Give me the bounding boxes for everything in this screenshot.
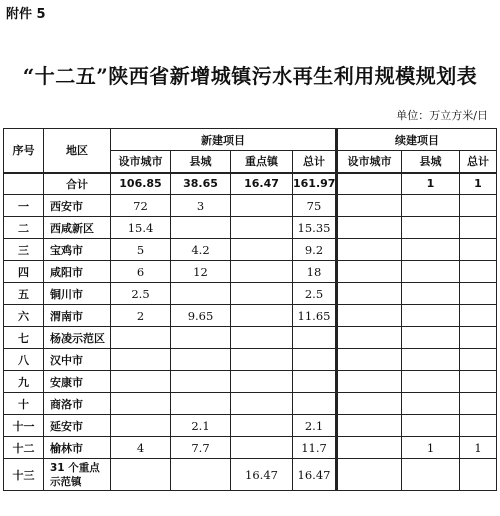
cell-cont-county: [402, 371, 460, 393]
table-row: [4, 349, 497, 371]
cell-new-city: 4: [111, 437, 171, 459]
cell-new-county: 3: [171, 195, 231, 217]
cell-cont-county: [402, 217, 460, 239]
cell-new-total: 2.5: [293, 283, 337, 305]
row-region: 杨凌示范区: [44, 327, 111, 349]
row-seq: 九: [4, 371, 44, 393]
total-label: 合计: [44, 173, 111, 195]
table-row: [4, 327, 497, 349]
row-region: 商洛市: [44, 393, 111, 415]
cell-cont-county: [402, 415, 460, 437]
cell-new-total: 2.1: [293, 415, 337, 437]
cell-new-city: [111, 393, 171, 415]
table-row: [4, 371, 497, 393]
cell-cont-county: [402, 393, 460, 415]
cell-new-city: 72: [111, 195, 171, 217]
row-seq: 十二: [4, 437, 44, 459]
row-region: 西安市: [44, 195, 111, 217]
cell-cont-city: [337, 437, 402, 459]
cell-new-county: [171, 217, 231, 239]
cell-new-city: 5: [111, 239, 171, 261]
row-region: 渭南市: [44, 305, 111, 327]
cell-new-county: 7.7: [171, 437, 231, 459]
cell-new-city: [111, 349, 171, 371]
cell-cont-total: [460, 393, 497, 415]
cell-cont-city: [337, 261, 402, 283]
header-cont-city: 设市城市: [337, 151, 402, 173]
total-row: [4, 173, 497, 195]
cell-new-total: 15.35: [293, 217, 337, 239]
unit-label: 单位：万立方米/日: [396, 109, 488, 122]
table-row: [4, 261, 497, 283]
cell-cont-total: [460, 261, 497, 283]
row-region: 铜川市: [44, 283, 111, 305]
cell-cont-city: [337, 283, 402, 305]
table-row: [4, 415, 497, 437]
cell-new-key-town: [231, 261, 293, 283]
header-cont-county: 县城: [402, 151, 460, 173]
cell-new-total: [293, 393, 337, 415]
cell-new-city: 6: [111, 261, 171, 283]
cell-new-key-town: [231, 371, 293, 393]
cell-new-total: 11.65: [293, 305, 337, 327]
table-row: [4, 459, 497, 491]
cell-cont-total: [460, 283, 497, 305]
cell-cont-county: [402, 261, 460, 283]
cell-cont-total: [460, 349, 497, 371]
cell-cont-city: [337, 195, 402, 217]
row-seq: 五: [4, 283, 44, 305]
cell-new-total: [293, 371, 337, 393]
cell-new-total: 16.47: [293, 459, 337, 491]
total-new-key-town: 16.47: [231, 173, 293, 195]
row-region: 榆林市: [44, 437, 111, 459]
cell-cont-city: [337, 305, 402, 327]
cell-cont-county: [402, 459, 460, 491]
row-seq: 一: [4, 195, 44, 217]
cell-cont-total: [460, 305, 497, 327]
total-new-city: 106.85: [111, 173, 171, 195]
cell-cont-total: [460, 195, 497, 217]
total-cont-total: 1: [460, 173, 497, 195]
cell-new-county: 9.65: [171, 305, 231, 327]
cell-new-total: [293, 327, 337, 349]
row-region: 宝鸡市: [44, 239, 111, 261]
total-cont-city: [337, 173, 402, 195]
cell-cont-total: 1: [460, 437, 497, 459]
cell-cont-total: [460, 415, 497, 437]
table-row: [4, 283, 497, 305]
header-region: 地区: [44, 129, 111, 173]
header-new-total: 总计: [293, 151, 337, 173]
cell-cont-county: [402, 283, 460, 305]
cell-new-county: 12: [171, 261, 231, 283]
header-new-projects: 新建项目: [111, 129, 337, 151]
cell-new-city: [111, 371, 171, 393]
cell-cont-city: [337, 415, 402, 437]
header-new-city: 设市城市: [111, 151, 171, 173]
cell-new-county: [171, 371, 231, 393]
total-cont-county: 1: [402, 173, 460, 195]
cell-cont-county: [402, 349, 460, 371]
cell-new-key-town: [231, 217, 293, 239]
row-region: 咸阳市: [44, 261, 111, 283]
row-region: 31 个重点示范镇: [44, 459, 111, 491]
cell-new-county: [171, 327, 231, 349]
total-new-total: 161.97: [293, 173, 337, 195]
row-seq: 三: [4, 239, 44, 261]
header-new-key-town: 重点镇: [231, 151, 293, 173]
cell-cont-county: [402, 305, 460, 327]
cell-new-city: [111, 415, 171, 437]
cell-new-key-town: [231, 393, 293, 415]
attachment-label: 附件 5: [6, 7, 46, 22]
cell-cont-city: [337, 371, 402, 393]
row-seq: 十三: [4, 459, 44, 491]
cell-new-county: [171, 459, 231, 491]
cell-new-total: 9.2: [293, 239, 337, 261]
cell-new-key-town: [231, 305, 293, 327]
cell-new-county: 2.1: [171, 415, 231, 437]
cell-cont-city: [337, 217, 402, 239]
row-seq: 二: [4, 217, 44, 239]
table-row: [4, 437, 497, 459]
row-seq: 十: [4, 393, 44, 415]
cell-cont-city: [337, 327, 402, 349]
cell-new-total: 11.7: [293, 437, 337, 459]
table-row: [4, 239, 497, 261]
cell-cont-city: [337, 459, 402, 491]
cell-new-key-town: [231, 349, 293, 371]
cell-new-county: [171, 349, 231, 371]
cell-cont-total: [460, 459, 497, 491]
row-seq: 七: [4, 327, 44, 349]
cell-new-city: [111, 459, 171, 491]
cell-cont-county: [402, 239, 460, 261]
cell-new-key-town: 16.47: [231, 459, 293, 491]
plan-table: [3, 128, 497, 491]
row-region: 延安市: [44, 415, 111, 437]
cell-new-key-town: [231, 327, 293, 349]
row-region: 汉中市: [44, 349, 111, 371]
cell-new-city: 15.4: [111, 217, 171, 239]
header-seq: 序号: [4, 129, 44, 173]
cell-cont-total: [460, 371, 497, 393]
cell-cont-county: [402, 327, 460, 349]
cell-new-total: [293, 349, 337, 371]
header-new-county: 县城: [171, 151, 231, 173]
cell-cont-total: [460, 239, 497, 261]
cell-cont-city: [337, 239, 402, 261]
header-continued-projects: 续建项目: [337, 129, 497, 151]
page-title: “十二五”陕西省新增城镇污水再生利用规模规划表: [22, 64, 478, 88]
cell-cont-city: [337, 349, 402, 371]
row-region: 安康市: [44, 371, 111, 393]
cell-new-total: 18: [293, 261, 337, 283]
table-row: [4, 305, 497, 327]
row-seq: 六: [4, 305, 44, 327]
table-row: [4, 195, 497, 217]
cell-new-key-town: [231, 283, 293, 305]
cell-new-city: [111, 327, 171, 349]
cell-new-county: [171, 283, 231, 305]
total-new-county: 38.65: [171, 173, 231, 195]
cell-new-county: 4.2: [171, 239, 231, 261]
row-region: 西咸新区: [44, 217, 111, 239]
cell-new-city: 2.5: [111, 283, 171, 305]
row-seq: 四: [4, 261, 44, 283]
cell-cont-total: [460, 217, 497, 239]
cell-cont-county: 1: [402, 437, 460, 459]
cell-new-key-town: [231, 415, 293, 437]
row-seq: 八: [4, 349, 44, 371]
row-seq: 十一: [4, 415, 44, 437]
cell-new-city: 2: [111, 305, 171, 327]
cell-new-total: 75: [293, 195, 337, 217]
cell-cont-county: [402, 195, 460, 217]
cell-new-key-town: [231, 239, 293, 261]
cell-new-key-town: [231, 437, 293, 459]
total-seq: [4, 173, 44, 195]
cell-new-key-town: [231, 195, 293, 217]
cell-cont-total: [460, 327, 497, 349]
table-row: [4, 393, 497, 415]
cell-cont-city: [337, 393, 402, 415]
table-row: [4, 217, 497, 239]
cell-new-county: [171, 393, 231, 415]
header-cont-total: 总计: [460, 151, 497, 173]
